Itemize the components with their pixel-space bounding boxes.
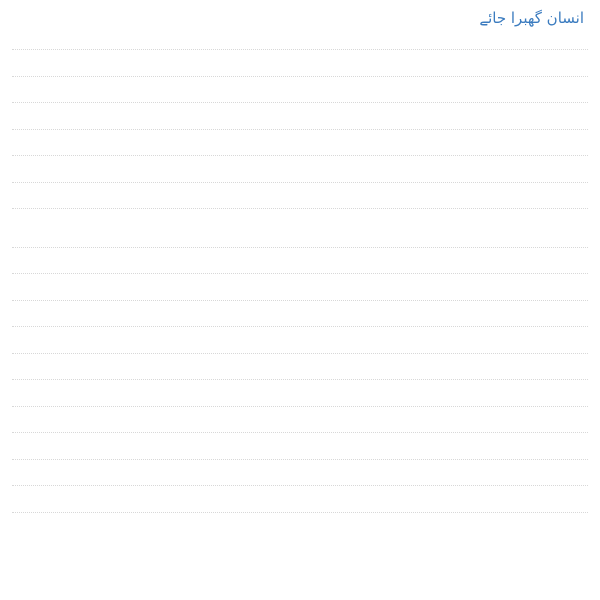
- paragraph-2-line: [12, 340, 588, 367]
- paragraph-1-line: [12, 116, 588, 143]
- paragraph-2-line: [12, 446, 588, 473]
- paragraph-1-line: [12, 89, 588, 116]
- paragraph-2-line: [12, 366, 588, 393]
- paragraph-2-line: [12, 260, 588, 287]
- paragraph-2-line: [12, 393, 588, 420]
- paragraph-1-line: [12, 63, 588, 90]
- article-paragraph-1: [12, 36, 588, 222]
- paragraph-2-line: [12, 234, 588, 261]
- paragraph-2-line: [12, 499, 588, 526]
- paragraph-2-line: [12, 287, 588, 314]
- paragraph-1-line: [12, 169, 588, 196]
- paragraph-2-line: [12, 313, 588, 340]
- article-link[interactable]: انسان گھبرا جائے: [479, 9, 584, 27]
- paragraph-2-line: [12, 472, 588, 499]
- article-body: [12, 36, 588, 525]
- paragraph-1-line: [12, 195, 588, 222]
- paragraph-2-line: [12, 419, 588, 446]
- article-paragraph-2: [12, 234, 588, 526]
- paragraph-1-line: [12, 36, 588, 63]
- paragraph-1-line: [12, 142, 588, 169]
